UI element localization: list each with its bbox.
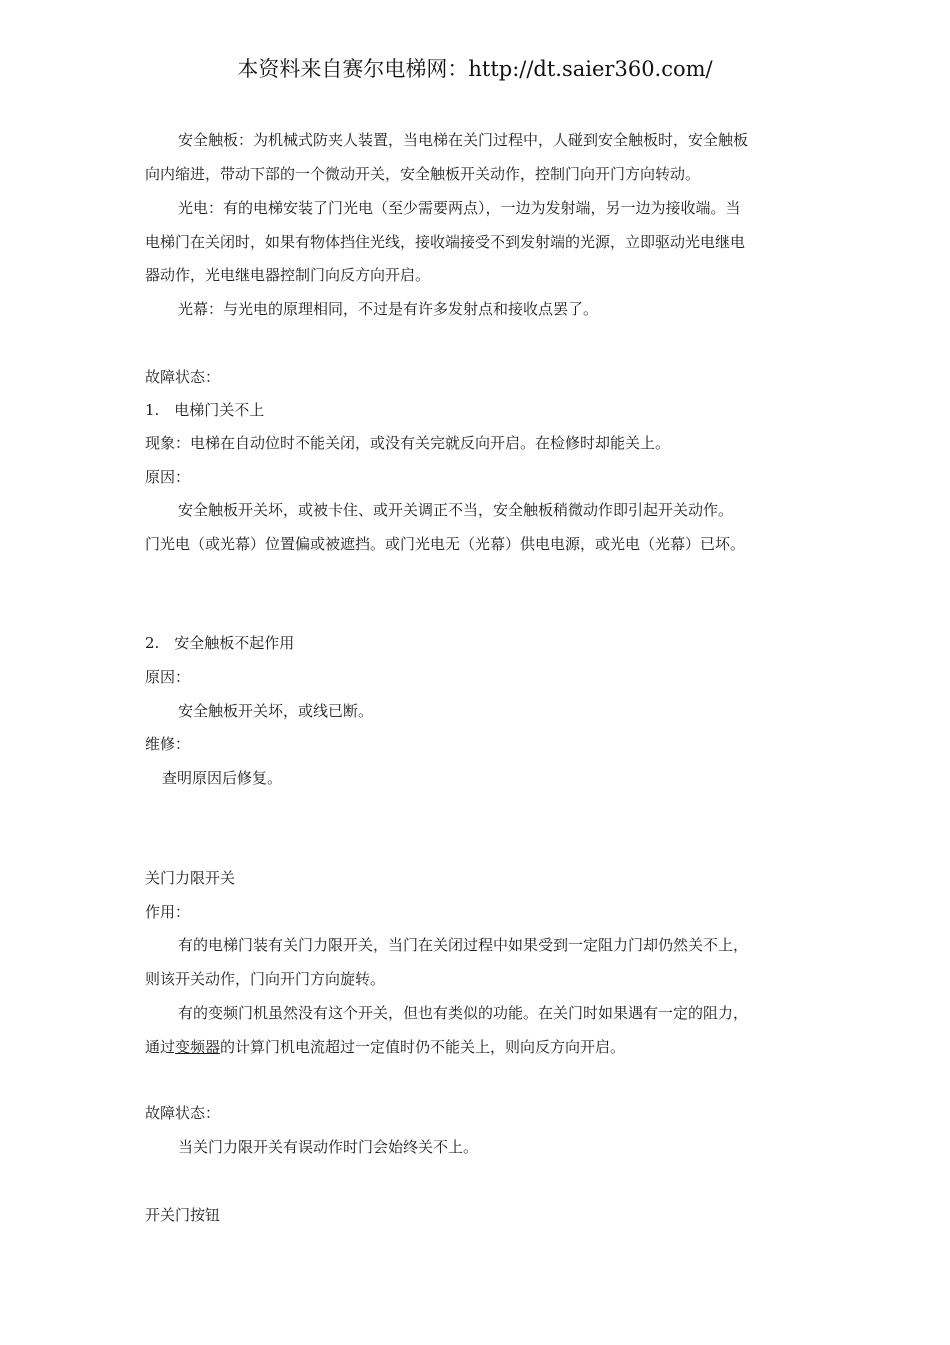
fault-item-2-cause-label: 原因： <box>145 668 191 686</box>
fault-item-2-repair-line-1: 查明原因后修复。 <box>162 769 283 787</box>
document-source-header: 本资料来自赛尔电梯网：http://dt.saier360.com/ <box>237 57 713 81</box>
fault-item-1-cause-label: 原因： <box>145 468 191 486</box>
door-force-limit-heading: 关门力限开关 <box>145 869 236 887</box>
door-force-limit-p1-line-2: 则该开关动作，门向开门方向旋转。 <box>145 970 386 988</box>
p2-line-2-prefix: 通过 <box>145 1038 176 1056</box>
door-force-limit-p2-line-2 <box>145 1036 625 1058</box>
door-force-limit-function-label: 作用： <box>145 903 191 921</box>
fault-item-1-cause-line-1: 安全触板开关坏，或被卡住、或开关调正不当，安全触板稍微动作即引起开关动作。 <box>178 501 734 519</box>
fault-status-heading: 故障状态： <box>145 368 221 386</box>
fault-item-2-cause-line-1: 安全触板开关坏，或线已断。 <box>178 702 374 720</box>
safety-edge-line-1: 安全触板：为机械式防夹人装置，当电梯在关门过程中，人碰到安全触板时，安全触板 <box>178 131 749 149</box>
photo-eye-line-3: 器动作，光电继电器控制门向反方向开启。 <box>145 266 431 284</box>
fault-item-1-title: 1. 电梯门关不上 <box>145 401 265 419</box>
photo-eye-line-1: 光电：有的电梯安装了门光电（至少需要两点），一边为发射端，另一边为接收端。当 <box>178 199 741 217</box>
fault-item-2-title: 2. 安全触板不起作用 <box>145 634 295 652</box>
door-force-limit-p2-line-1: 有的变频门机虽然没有这个开关，但也有类似的功能。在关门时如果遇有一定的阻力， <box>178 1004 749 1022</box>
photo-eye-line-2: 电梯门在关闭时，如果有物体挡住光线，接收端接受不到发射端的光源，立即驱动光电继电 <box>145 233 746 251</box>
fault-item-1-cause-line-2: 门光电（或光幕）位置偏或被遮挡。或门光电无（光幕）供电电源，或光电（光幕）已坏。 <box>145 535 746 553</box>
inverter-link[interactable]: 变频器 <box>175 1038 221 1056</box>
fault-item-1-symptom: 现象：电梯在自动位时不能关闭，或没有关完就反向开启。在检修时却能关上。 <box>145 434 671 452</box>
light-curtain-line-1: 光幕：与光电的原理相同，不过是有许多发射点和接收点罢了。 <box>178 300 599 318</box>
safety-edge-line-2: 向内缩进，带动下部的一个微动开关，安全触板开关动作，控制门向开门方向转动。 <box>145 165 701 183</box>
door-force-limit-p1-line-1: 有的电梯门装有关门力限开关，当门在关闭过程中如果受到一定阻力门却仍然关不上， <box>178 936 749 954</box>
p2-line-2-suffix: 的计算门机电流超过一定值时仍不能关上，则向反方向开启。 <box>220 1038 626 1056</box>
door-buttons-heading: 开关门按钮 <box>145 1206 221 1224</box>
fault-item-2-repair-label: 维修： <box>145 735 191 753</box>
door-force-limit-fault-heading: 故障状态： <box>145 1104 221 1122</box>
door-force-limit-fault-line-1: 当关门力限开关有误动作时门会始终关不上。 <box>178 1138 479 1156</box>
